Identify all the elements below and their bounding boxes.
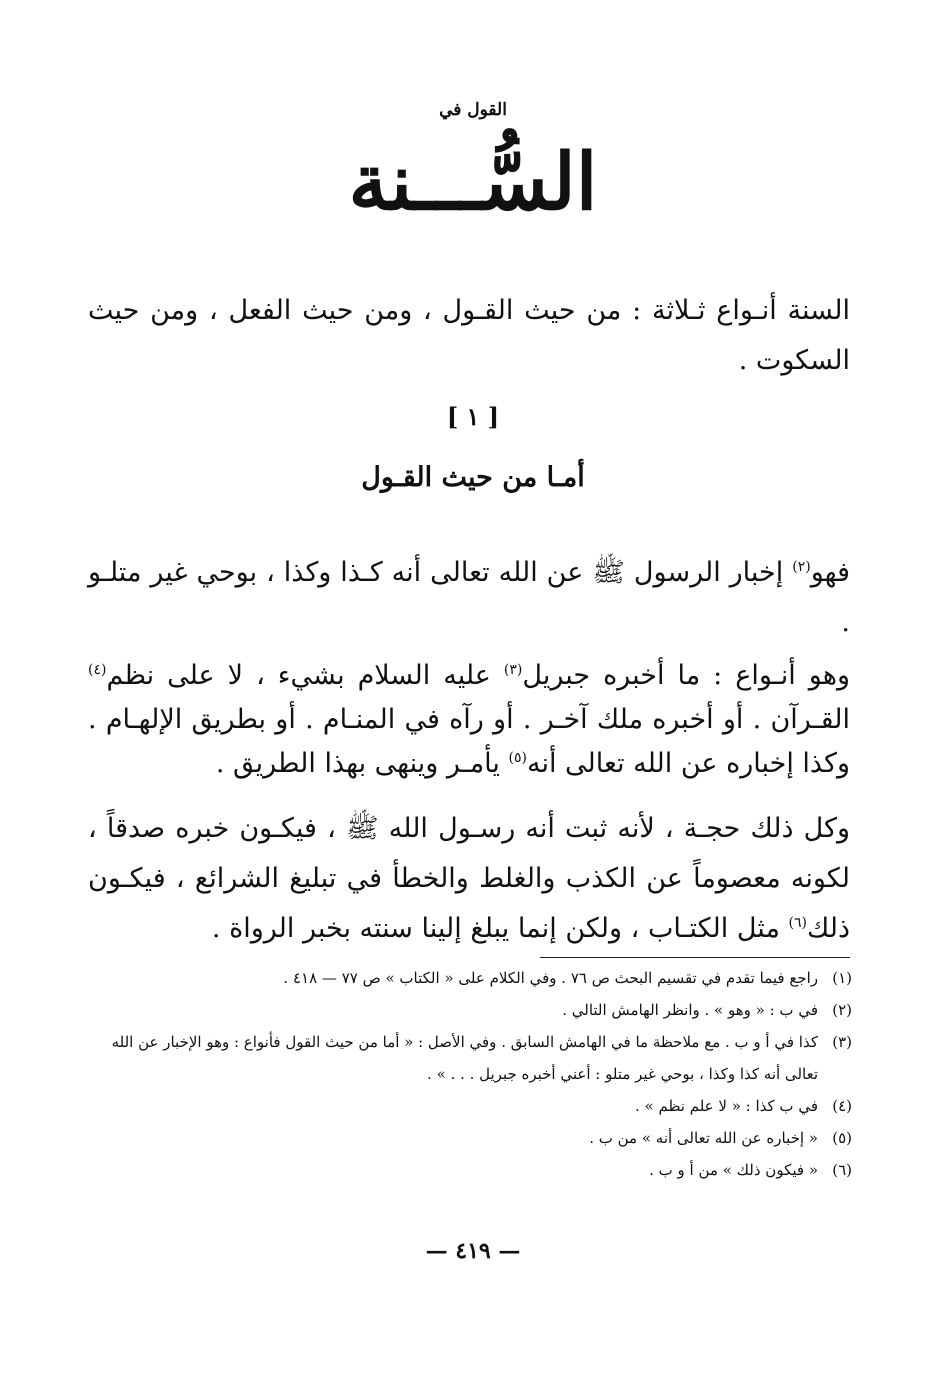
footnote-text: في ب : « وهو » . وانظر الهامش التالي . — [562, 1001, 818, 1019]
footnote-ref-2[interactable]: (٢) — [792, 559, 811, 575]
paragraph-1 — [88, 548, 850, 648]
footnote-divider — [540, 957, 850, 958]
footnote-number: (٥) — [832, 1129, 852, 1147]
footnote-number: (١) — [832, 969, 852, 987]
footnote-ref-5[interactable]: (٥) — [508, 750, 527, 766]
footnote-ref-6[interactable]: (٦) — [788, 915, 807, 931]
footnote-item — [80, 1122, 852, 1154]
paragraph-2-part-d: يأمـر وينهى بهذا الطريق . — [215, 748, 509, 779]
footnote-text: في ب كذا : « لا علم نظم » . — [635, 1097, 818, 1115]
footnote-text: « إخباره عن الله تعالى أنه » من ب . — [589, 1129, 818, 1147]
section-title: أمـا من حيث القـول — [361, 462, 585, 493]
footnote-ref-3[interactable]: (٣) — [503, 662, 523, 678]
paragraph-3 — [88, 804, 850, 954]
footnote-number: (٣) — [832, 1033, 852, 1051]
footnote-text: كذا في أ و ب . مع ملاحظة ما في الهامش السابق . وفي الأصل : « أما من حيث القول فأنواع : وهو الإخبار عن الله تعالى أنه كذا وكذا ، بوحي غير متلو : أعني أخبره جبريل . . . » . — [111, 1033, 818, 1083]
paragraph-3-part-a: وكل ذلك حجـة ، لأنه ثبت أنه رسـول الله ﷺ ، فيكـون خبره صدقاً ، لكونه معصوماً عن الكذب والغلط والخطأ في تبليغ الشرائع ، فيكـون ذلك — [88, 813, 850, 944]
paragraph-1-start: فهو — [810, 557, 850, 588]
paragraph-2-part-a: وهو أنـواع : ما أخبره جبريل — [522, 660, 850, 691]
footnote-ref-4[interactable]: (٤) — [88, 662, 107, 678]
paragraph-3-part-b: مثل الكتـاب ، ولكن إنما يبلغ إلينا سنته بخبر الرواة . — [211, 913, 789, 944]
footnote-item — [80, 962, 852, 994]
paragraph-2-part-b: عليه السلام بشيء ، لا على نظم — [106, 660, 504, 691]
footnotes-list — [80, 962, 852, 1186]
chapter-kicker: القول في — [439, 100, 507, 120]
footnote-number: (٤) — [832, 1097, 852, 1115]
footnote-item — [80, 1154, 852, 1186]
paragraph-1-rest: إخبار الرسول ﷺ عن الله تعالى أنه كـذا وكذا ، بوحي غير متلـو . — [88, 557, 850, 638]
intro-paragraph: السنة أنـواع ثـلاثة : من حيث القـول ، ومن حيث الفعل ، ومن حيث السكوت . — [88, 295, 850, 376]
paragraph-2-part-c: القـرآن . أو أخبره ملك آخـر . أو رآه في المنـام . أو بطريق الإلهـام . وكذا إخباره عن الله تعالى أنه — [88, 704, 851, 779]
footnote-number: (٦) — [832, 1161, 852, 1179]
footnote-number: (٢) — [832, 1001, 852, 1019]
page-number: — ٤١٩ — — [425, 1238, 521, 1264]
footnote-item — [80, 1026, 852, 1090]
footnote-item — [80, 1090, 852, 1122]
paragraph-2 — [88, 654, 850, 786]
footnote-item — [80, 994, 852, 1026]
section-number: [ ١ ] — [446, 402, 500, 431]
chapter-title: السُّـــنة — [348, 137, 598, 228]
footnote-text: راجع فيما تقدم في تقسيم البحث ص ٧٦ . وفي الكلام على « الكتاب » ص ٧٧ — ٤١٨ . — [283, 969, 818, 987]
footnote-text: « فيكون ذلك » من أ و ب . — [649, 1161, 818, 1179]
